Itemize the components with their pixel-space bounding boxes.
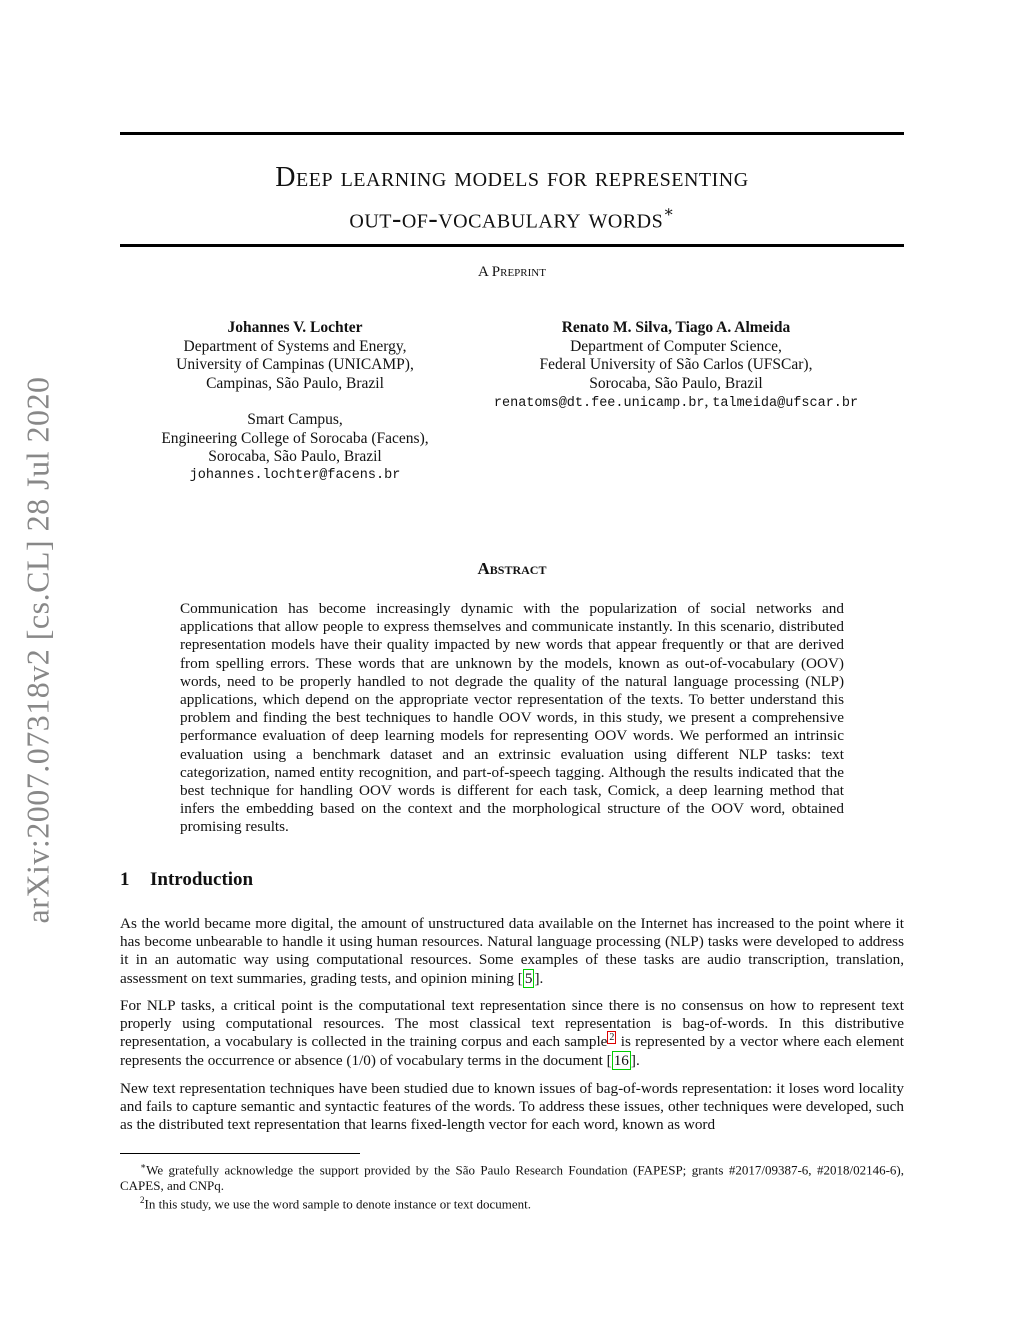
- preprint-label: A Preprint: [478, 264, 546, 280]
- author-email[interactable]: johannes.lochter@facens.br: [189, 467, 401, 483]
- footnote-rule: [120, 1153, 360, 1154]
- footnote-mark: ∗: [140, 1161, 147, 1171]
- abstract-text: Communication has become increasingly dynamic with the popularization of social networks and applications that allow people to express themselves and communicate instantly. In this scenario, distributed representation models have their quality impacted by new words that appear frequently or that are derived from spelling errors. These words that are unknown by the models, known as out-of-vocabulary (OOV) words, need to be properly handled to not degrade the quality of the natural language processing (NLP) applications, which depend on the appropriate vector representation of the texts. To better understand this problem and finding the best techniques to handle OOV words, in this study, we present a comprehensive performance evaluation of deep learning models for representing OOV words. We performed an intrinsic evaluation using a benchmark dataset and an extrinsic evaluation using different NLP tasks: text categorization, named entity recognition, and part-of-speech tagging. Although the results indicated that the best technique for handling OOV words is different for each task, Comick, a deep learning method that infers the embedding based on the context and the morphological structure of the OOV word, obtained promising results.: [180, 600, 844, 836]
- affiliation-line: University of Campinas (UNICAMP),: [176, 356, 414, 373]
- affiliation-line: Sorocaba, São Paulo, Brazil: [589, 374, 763, 392]
- abstract-heading: Abstract: [477, 559, 547, 578]
- author-email[interactable]: renatoms@dt.fee.unicamp.br: [493, 396, 705, 411]
- affiliation-line: Department of Computer Science,: [570, 337, 782, 355]
- intro-paragraph-1: As the world became more digital, the amount of unstructured data available on the Internet has increased to the point where it has become unbearable to handle it using human resources. Natural language processing (NLP) tasks were developed to address it in an automatic way using computational resources. Some examples of these tasks are audio transcription, translation, assessment on text summaries, grading tests, and opinion mining [ 5 ].: [120, 915, 904, 987]
- section-title: Introduction: [150, 869, 254, 890]
- affiliation-line: Smart Campus,: [247, 411, 343, 428]
- footnote-ref-link[interactable]: 2: [609, 1032, 615, 1044]
- section-number: 1: [120, 869, 130, 890]
- paper-title: [120, 160, 904, 236]
- affiliation-line: Engineering College of Sorocaba (Facens),: [161, 429, 429, 447]
- footnote-1: ∗We gratefully acknowledge the support provided by the São Paulo Research Foundation (FAPESP; grants #2017/09387-6, #2018/02146-6), CAPES, and CNPq.: [120, 1161, 904, 1194]
- footnote-2: $^2$In this study, we use the word sample to denote instance or text document.: [140, 1195, 532, 1212]
- title-bottom-rule: [120, 244, 904, 247]
- title-footnote-mark[interactable]: ∗: [663, 204, 675, 221]
- affiliation-line: Sorocaba, São Paulo, Brazil: [208, 448, 382, 465]
- author-block-left: [140, 319, 450, 485]
- affiliation-line: Campinas, São Paulo, Brazil: [206, 374, 384, 392]
- affiliation-line: Department of Systems and Energy,: [183, 337, 407, 355]
- author-name: Johannes V. Lochter: [227, 319, 363, 336]
- author-emails: [470, 393, 882, 414]
- intro-paragraph-3: New text representation techniques have been studied due to known issues of bag-of-words representation: it loses word locality and fails to capture semantic and syntactic features of the words. To address these issues, other techniques were developed, such as the distributed text representation that learns fixed-length vector for each word, known as word: [120, 1080, 904, 1134]
- citation-link[interactable]: 16: [613, 1051, 629, 1069]
- intro-paragraph-2: For NLP tasks, a critical point is the computational text representation since there is no consensus on how to represent text properly using computational resources. The most classical text representation is bag-of-words. In this distributive representation, a vocabulary is collected in the training corpus and each sample $^2$ is represented by a vector where each element represents the occurrence or absence (1/0) of vocabulary terms in the document [ 16 ].: [120, 997, 904, 1069]
- author-names: Renato M. Silva, Tiago A. Almeida: [561, 319, 791, 336]
- affiliation-line: Federal University of São Carlos (UFSCar),: [539, 356, 813, 373]
- citation-link[interactable]: 5: [524, 969, 533, 987]
- author-email[interactable]: talmeida@ufscar.br: [712, 396, 859, 411]
- author-block-right: [470, 319, 882, 414]
- title-line-2: out-of-vocabulary words∗: [349, 203, 675, 235]
- footnote-mark: 2: [140, 1195, 145, 1205]
- title-top-rule: [120, 132, 904, 135]
- title-line-1: Deep learning models for representing: [275, 162, 749, 193]
- arxiv-identifier-stamp: arXiv:2007.07318v2 [cs.CL] 28 Jul 2020: [19, 376, 56, 924]
- email-separator: ,: [704, 393, 713, 410]
- section-heading: [120, 869, 253, 891]
